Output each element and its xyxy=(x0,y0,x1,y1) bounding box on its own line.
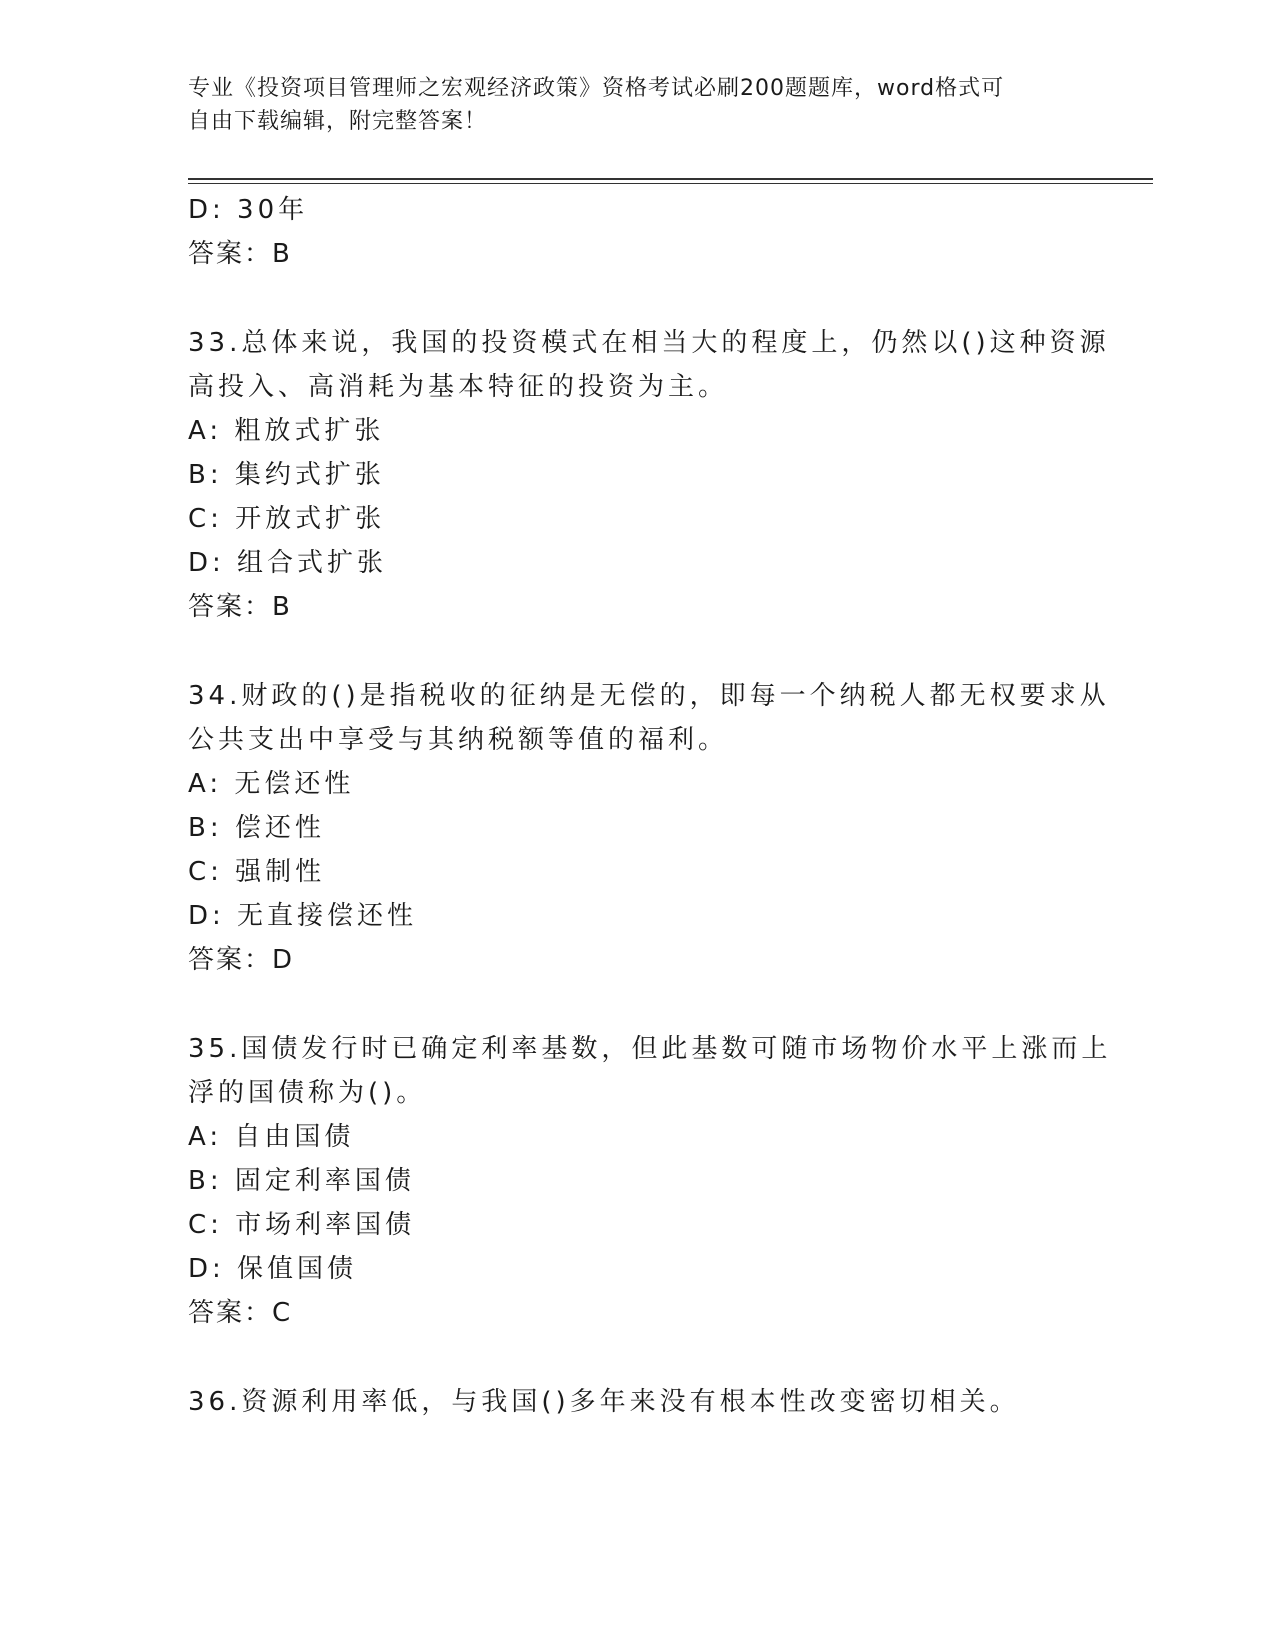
q34-option-d: D: 无直接偿还性 xyxy=(188,901,418,931)
header-divider-thick xyxy=(188,178,1153,180)
q34-stem-line-2: 公共支出中享受与其纳税额等值的福利。 xyxy=(188,725,729,755)
prev-option-d: D: 30年 xyxy=(188,195,309,225)
q34-option-a: A: 无偿还性 xyxy=(188,769,355,799)
q33-option-c: C: 开放式扩张 xyxy=(188,504,386,534)
header-line-2: 自由下载编辑，附完整答案！ xyxy=(188,109,488,134)
q33-option-d: D: 组合式扩张 xyxy=(188,548,388,578)
header-divider-thin xyxy=(188,183,1153,184)
q33-answer: 答案：B xyxy=(188,592,292,622)
prev-answer: 答案：B xyxy=(188,239,292,269)
q35-option-c: C: 市场利率国债 xyxy=(188,1210,416,1240)
header-line-1: 专业《投资项目管理师之宏观经济政策》资格考试必刷200题题库，word格式可 xyxy=(188,76,1005,101)
q35-stem-line-1: 35.国债发行时已确定利率基数，但此基数可随市场物价水平上涨而上 xyxy=(188,1034,1112,1064)
q35-option-d: D: 保值国债 xyxy=(188,1254,358,1284)
q33-stem-line-1: 33.总体来说，我国的投资模式在相当大的程度上，仍然以()这种资源 xyxy=(188,328,1110,358)
q35-answer: 答案：C xyxy=(188,1298,293,1328)
q34-option-b: B: 偿还性 xyxy=(188,813,325,843)
q33-stem-line-2: 高投入、高消耗为基本特征的投资为主。 xyxy=(188,372,729,402)
q34-option-c: C: 强制性 xyxy=(188,857,326,887)
q36-stem-line-1: 36.资源利用率低，与我国()多年来没有根本性改变密切相关。 xyxy=(188,1387,1020,1417)
q34-stem-line-1: 34.财政的()是指税收的征纳是无偿的，即每一个纳税人都无权要求从 xyxy=(188,681,1110,711)
q33-option-b: B: 集约式扩张 xyxy=(188,460,385,490)
q34-answer: 答案：D xyxy=(188,945,295,975)
q35-option-b: B: 固定利率国债 xyxy=(188,1166,415,1196)
q35-stem-line-2: 浮的国债称为()。 xyxy=(188,1078,427,1108)
q35-option-a: A: 自由国债 xyxy=(188,1122,355,1152)
document-header xyxy=(188,72,1088,138)
q33-option-a: A: 粗放式扩张 xyxy=(188,416,385,446)
